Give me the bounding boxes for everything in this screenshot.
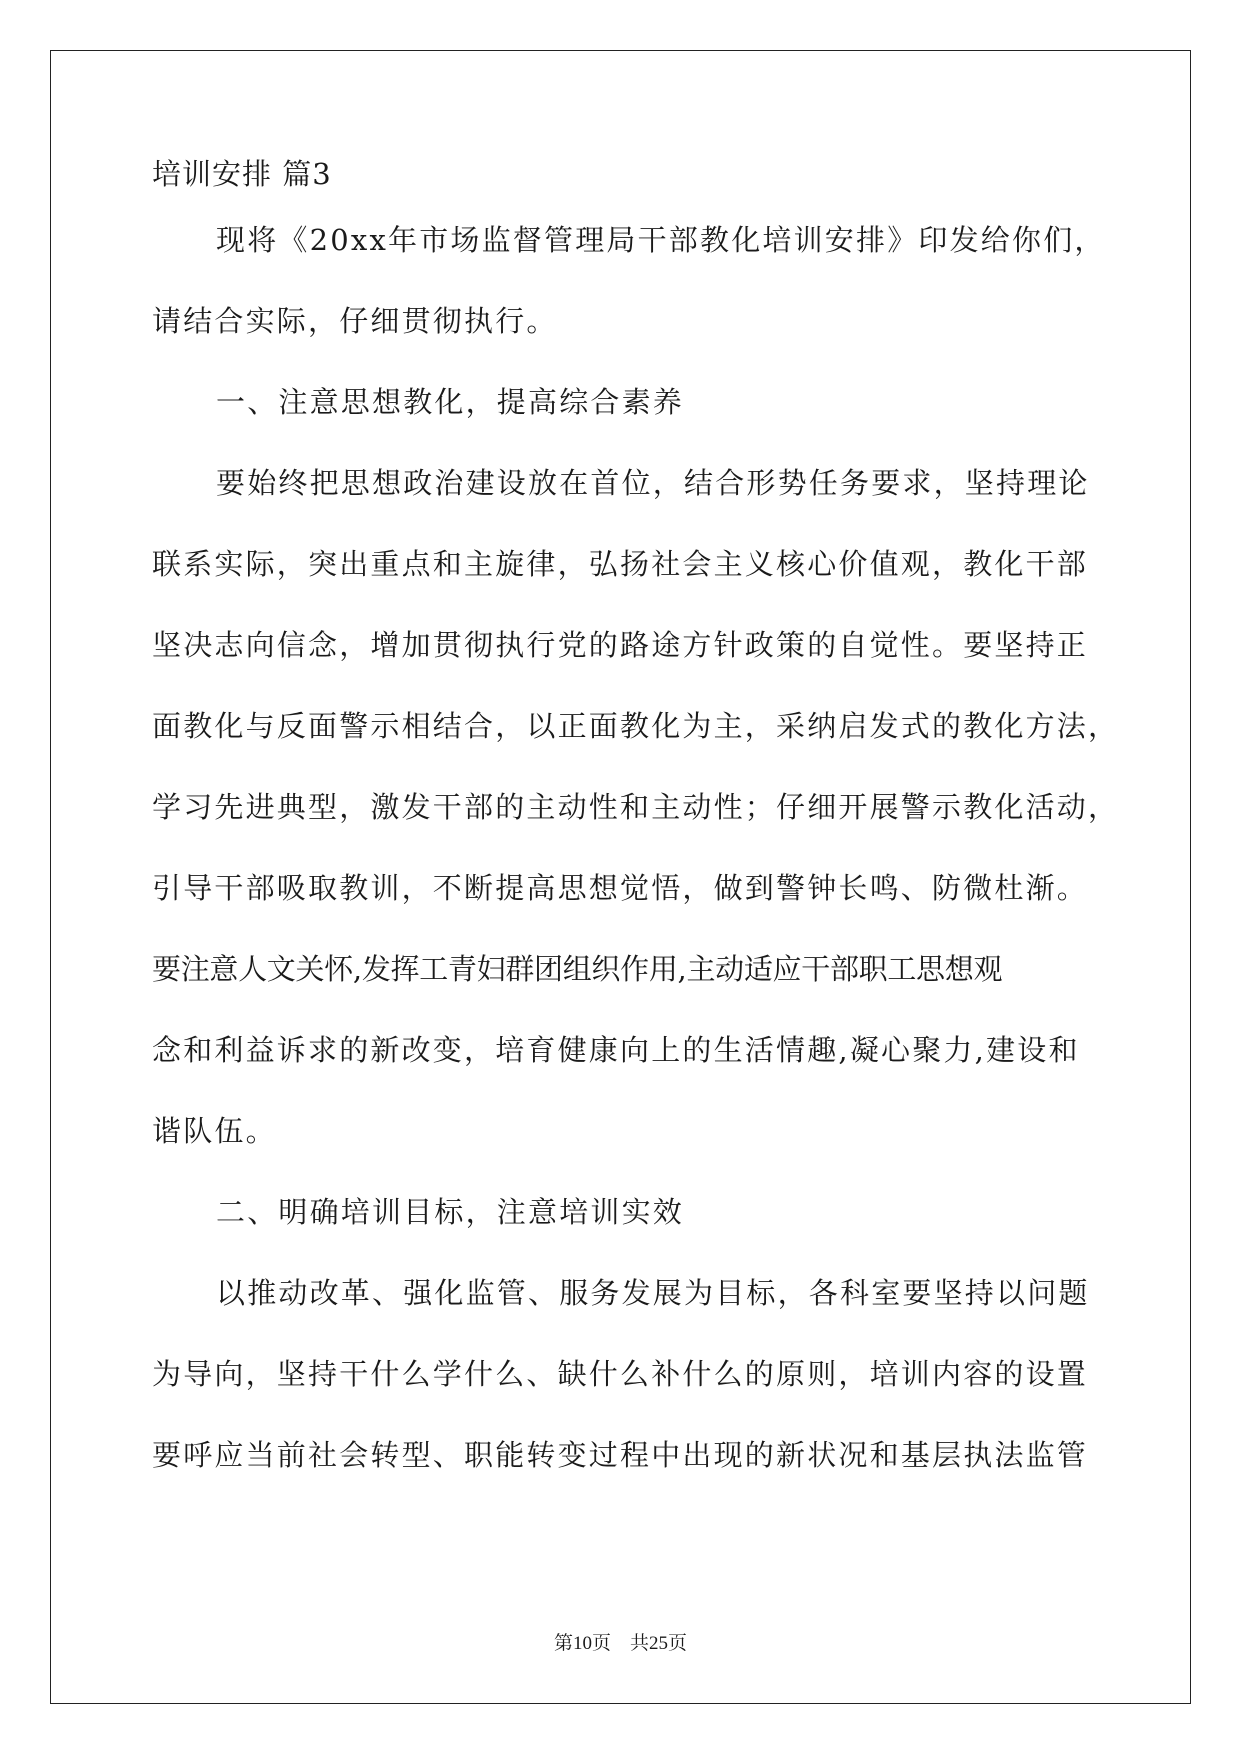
text-line: 坚决志向信念，增加贯彻执行党的路途方针政策的自觉性。要坚持正 xyxy=(152,628,1089,662)
text-line: 引导干部吸取教训，不断提高思想觉悟，做到警钟长鸣、防微杜渐。 xyxy=(152,871,1089,905)
document-body xyxy=(152,157,1120,1522)
text-line: 现将《20xx年市场监督管理局干部教化培训安排》印发给你们， xyxy=(216,223,1106,257)
text-line: 为导向，坚持干什么学什么、缺什么补什么的原则，培训内容的设置 xyxy=(152,1357,1089,1391)
section-title: 培训安排 篇3 xyxy=(152,157,332,191)
text-line: 念和利益诉求的新改变，培育健康向上的生活情趣,凝心聚力,建设和 xyxy=(152,1033,1080,1067)
text-line: 以推动改革、强化监管、服务发展为目标，各科室要坚持以问题 xyxy=(216,1276,1090,1310)
text-line: 学习先进典型，激发干部的主动性和主动性；仔细开展警示教化活动， xyxy=(152,790,1120,824)
text-line: 联系实际，突出重点和主旋律，弘扬社会主义核心价值观，教化干部 xyxy=(152,547,1089,581)
text-line: 要注意人文关怀,发挥工青妇群团组织作用,主动适应干部职工思想观 xyxy=(152,952,1003,986)
text-line: 请结合实际，仔细贯彻执行。 xyxy=(152,304,558,338)
text-line: 面教化与反面警示相结合，以正面教化为主，采纳启发式的教化方法， xyxy=(152,709,1120,743)
heading-one: 一、注意思想教化，提高综合素养 xyxy=(216,385,685,419)
heading-two: 二、明确培训目标，注意培训实效 xyxy=(216,1195,685,1229)
text-line: 谐队伍。 xyxy=(152,1114,277,1148)
text-line: 要始终把思想政治建设放在首位，结合形势任务要求，坚持理论 xyxy=(216,466,1090,500)
page-number-footer: 第10页 共25页 xyxy=(553,1633,687,1654)
text-line: 要呼应当前社会转型、职能转变过程中出现的新状况和基层执法监管 xyxy=(152,1438,1089,1472)
